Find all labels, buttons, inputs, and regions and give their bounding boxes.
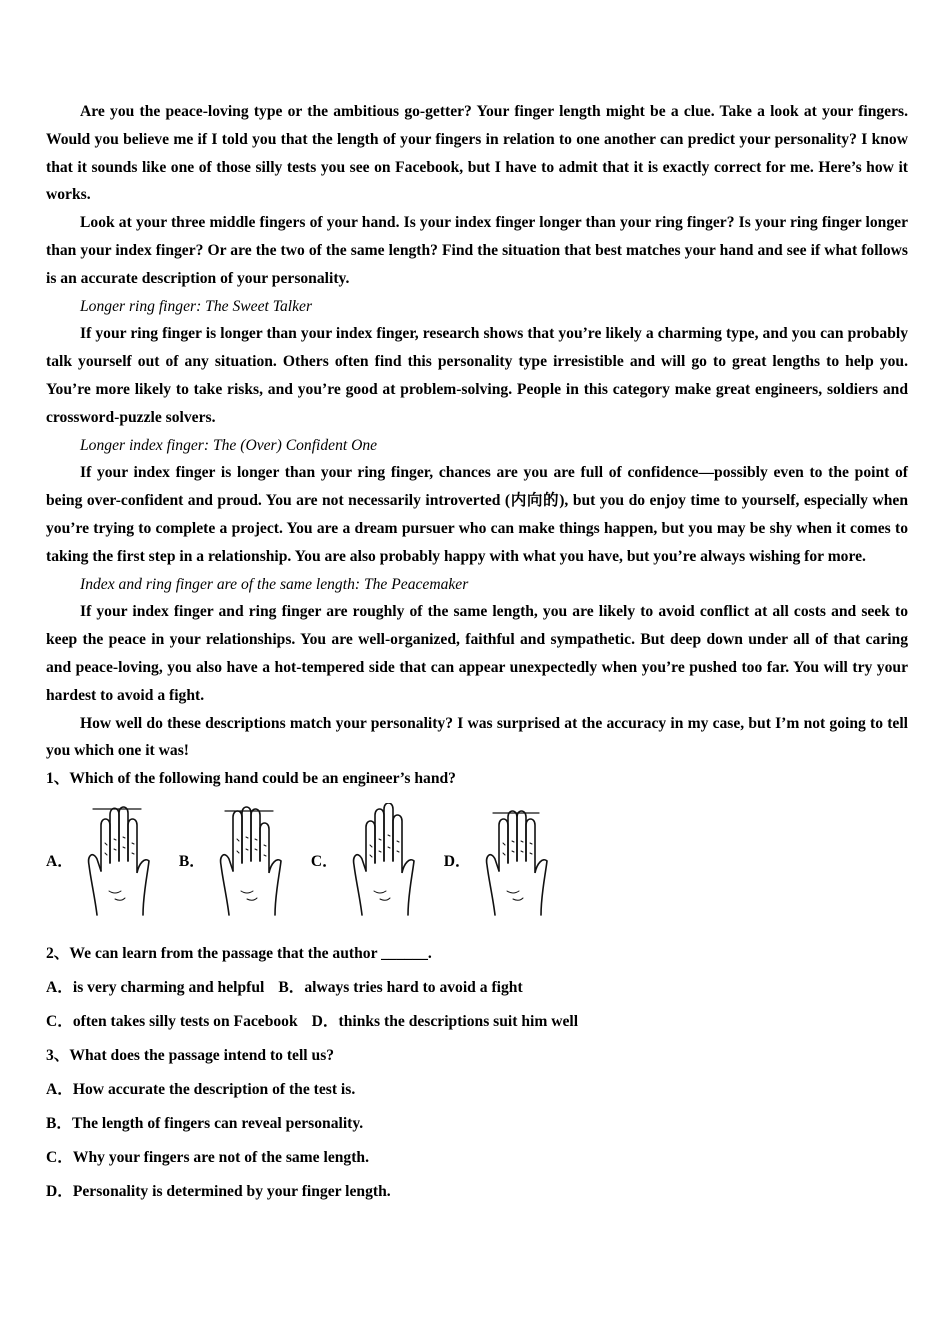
hand-icon [346,803,428,917]
option-letter: B． [178,852,205,870]
question-2-option-a[interactable]: A．is very charming and helpful [46,978,265,996]
hand-icon [213,803,295,917]
passage-paragraph-2: Look at your three middle fingers of your hand. Is your index finger longer than your ring finger? Is your ring finger longer than your index finger? Or are the two of the same length? Find the situation that best matches your hand and see if what follows is an accurate description of your personality. [46,214,908,287]
hand-option-d[interactable] [444,803,561,917]
option-letter: D． [443,852,471,870]
passage-paragraph-3: If your ring finger is longer than your index finger, research shows that you’re likely a charming type, and you can probably talk yourself out of any situation. Others often find this personality type irresistible and will go to great lengths to help you. You’re more likely to take risks, and you’re good at problem-solving. People in this category make great engineers, soldiers and crossword-puzzle solvers. [46,325,908,426]
option-letter: A． [46,852,73,870]
passage-paragraph-1: Are you the peace-loving type or the ambitious go-getter? Your finger length might be a clue. Take a look at your fingers. Would you believe me if I told you that the length of your fingers in relation to one another can predict your personality? I know that it sounds like one of those silly tests you see on Facebook, but I have to admit that it is exactly correct for me. Here’s how it works. [46,103,908,204]
question-3-option-d[interactable]: D．Personality is determined by your finger length. [46,1182,391,1200]
question-2-option-c[interactable]: C．often takes silly tests on Facebook [46,1012,298,1030]
question-2-option-b[interactable]: B．always tries hard to avoid a fight [278,978,523,996]
section-heading-confident-one: Longer index finger: The (Over) Confident One [80,436,378,454]
section-heading-peacemaker: Index and ring finger are of the same length: The Peacemaker [80,575,469,593]
question-3: 3、What does the passage intend to tell us? [46,1046,335,1064]
passage-paragraph-4: If your index finger is longer than your ring finger, chances are you are full of confidence—possibly even to the point of being over-confident and proud. You are not necessarily introverted (内向的), but you do enjoy time to yourself, especially when you’re trying to complete a project. You are a dream pursuer who can make things happen, but you may be shy when it comes to taking the first step in a relationship. You are also probably happy with what you have, but you’re always wishing for more. [46,464,908,565]
section-heading-sweet-talker: Longer ring finger: The Sweet Talker [80,297,313,315]
passage-paragraph-6: How well do these descriptions match your personality? I was surprised at the accuracy in my case, but I’m not going to tell you which one it was! [46,714,908,760]
hand-icon [479,803,561,917]
passage-paragraph-5: If your index finger and ring finger are roughly of the same length, you are likely to avoid conflict at all costs and seek to keep the peace in your relationships. You are well-organized, faithful and sympathetic. But deep down under all of that caring and peace-loving, you also have a hot-tempered side that can appear unexpectedly when you’re pushed too far. You will try your hardest to avoid a fight. [46,603,908,704]
question-3-option-b[interactable]: B．The length of fingers can reveal personality. [46,1114,364,1132]
question-2-option-d[interactable]: D．thinks the descriptions suit him well [311,1012,579,1030]
document-page [46,98,908,1209]
question-2-options-row-1 [46,971,908,1005]
option-letter: C． [310,852,338,870]
hand-option-a[interactable] [46,803,163,917]
question-2: 2、We can learn from the passage that the author ______. [46,944,432,962]
hand-option-b[interactable] [179,803,295,917]
question-1: 1、Which of the following hand could be an engineer’s hand? [46,770,456,788]
question-3-option-a[interactable]: A．How accurate the description of the test is. [46,1080,356,1098]
question-3-option-c[interactable]: C．Why your fingers are not of the same length. [46,1148,369,1166]
hand-icon [81,803,163,917]
question-1-hand-options [46,801,908,919]
question-2-options-row-2 [46,1005,908,1039]
hand-option-c[interactable] [311,803,428,917]
